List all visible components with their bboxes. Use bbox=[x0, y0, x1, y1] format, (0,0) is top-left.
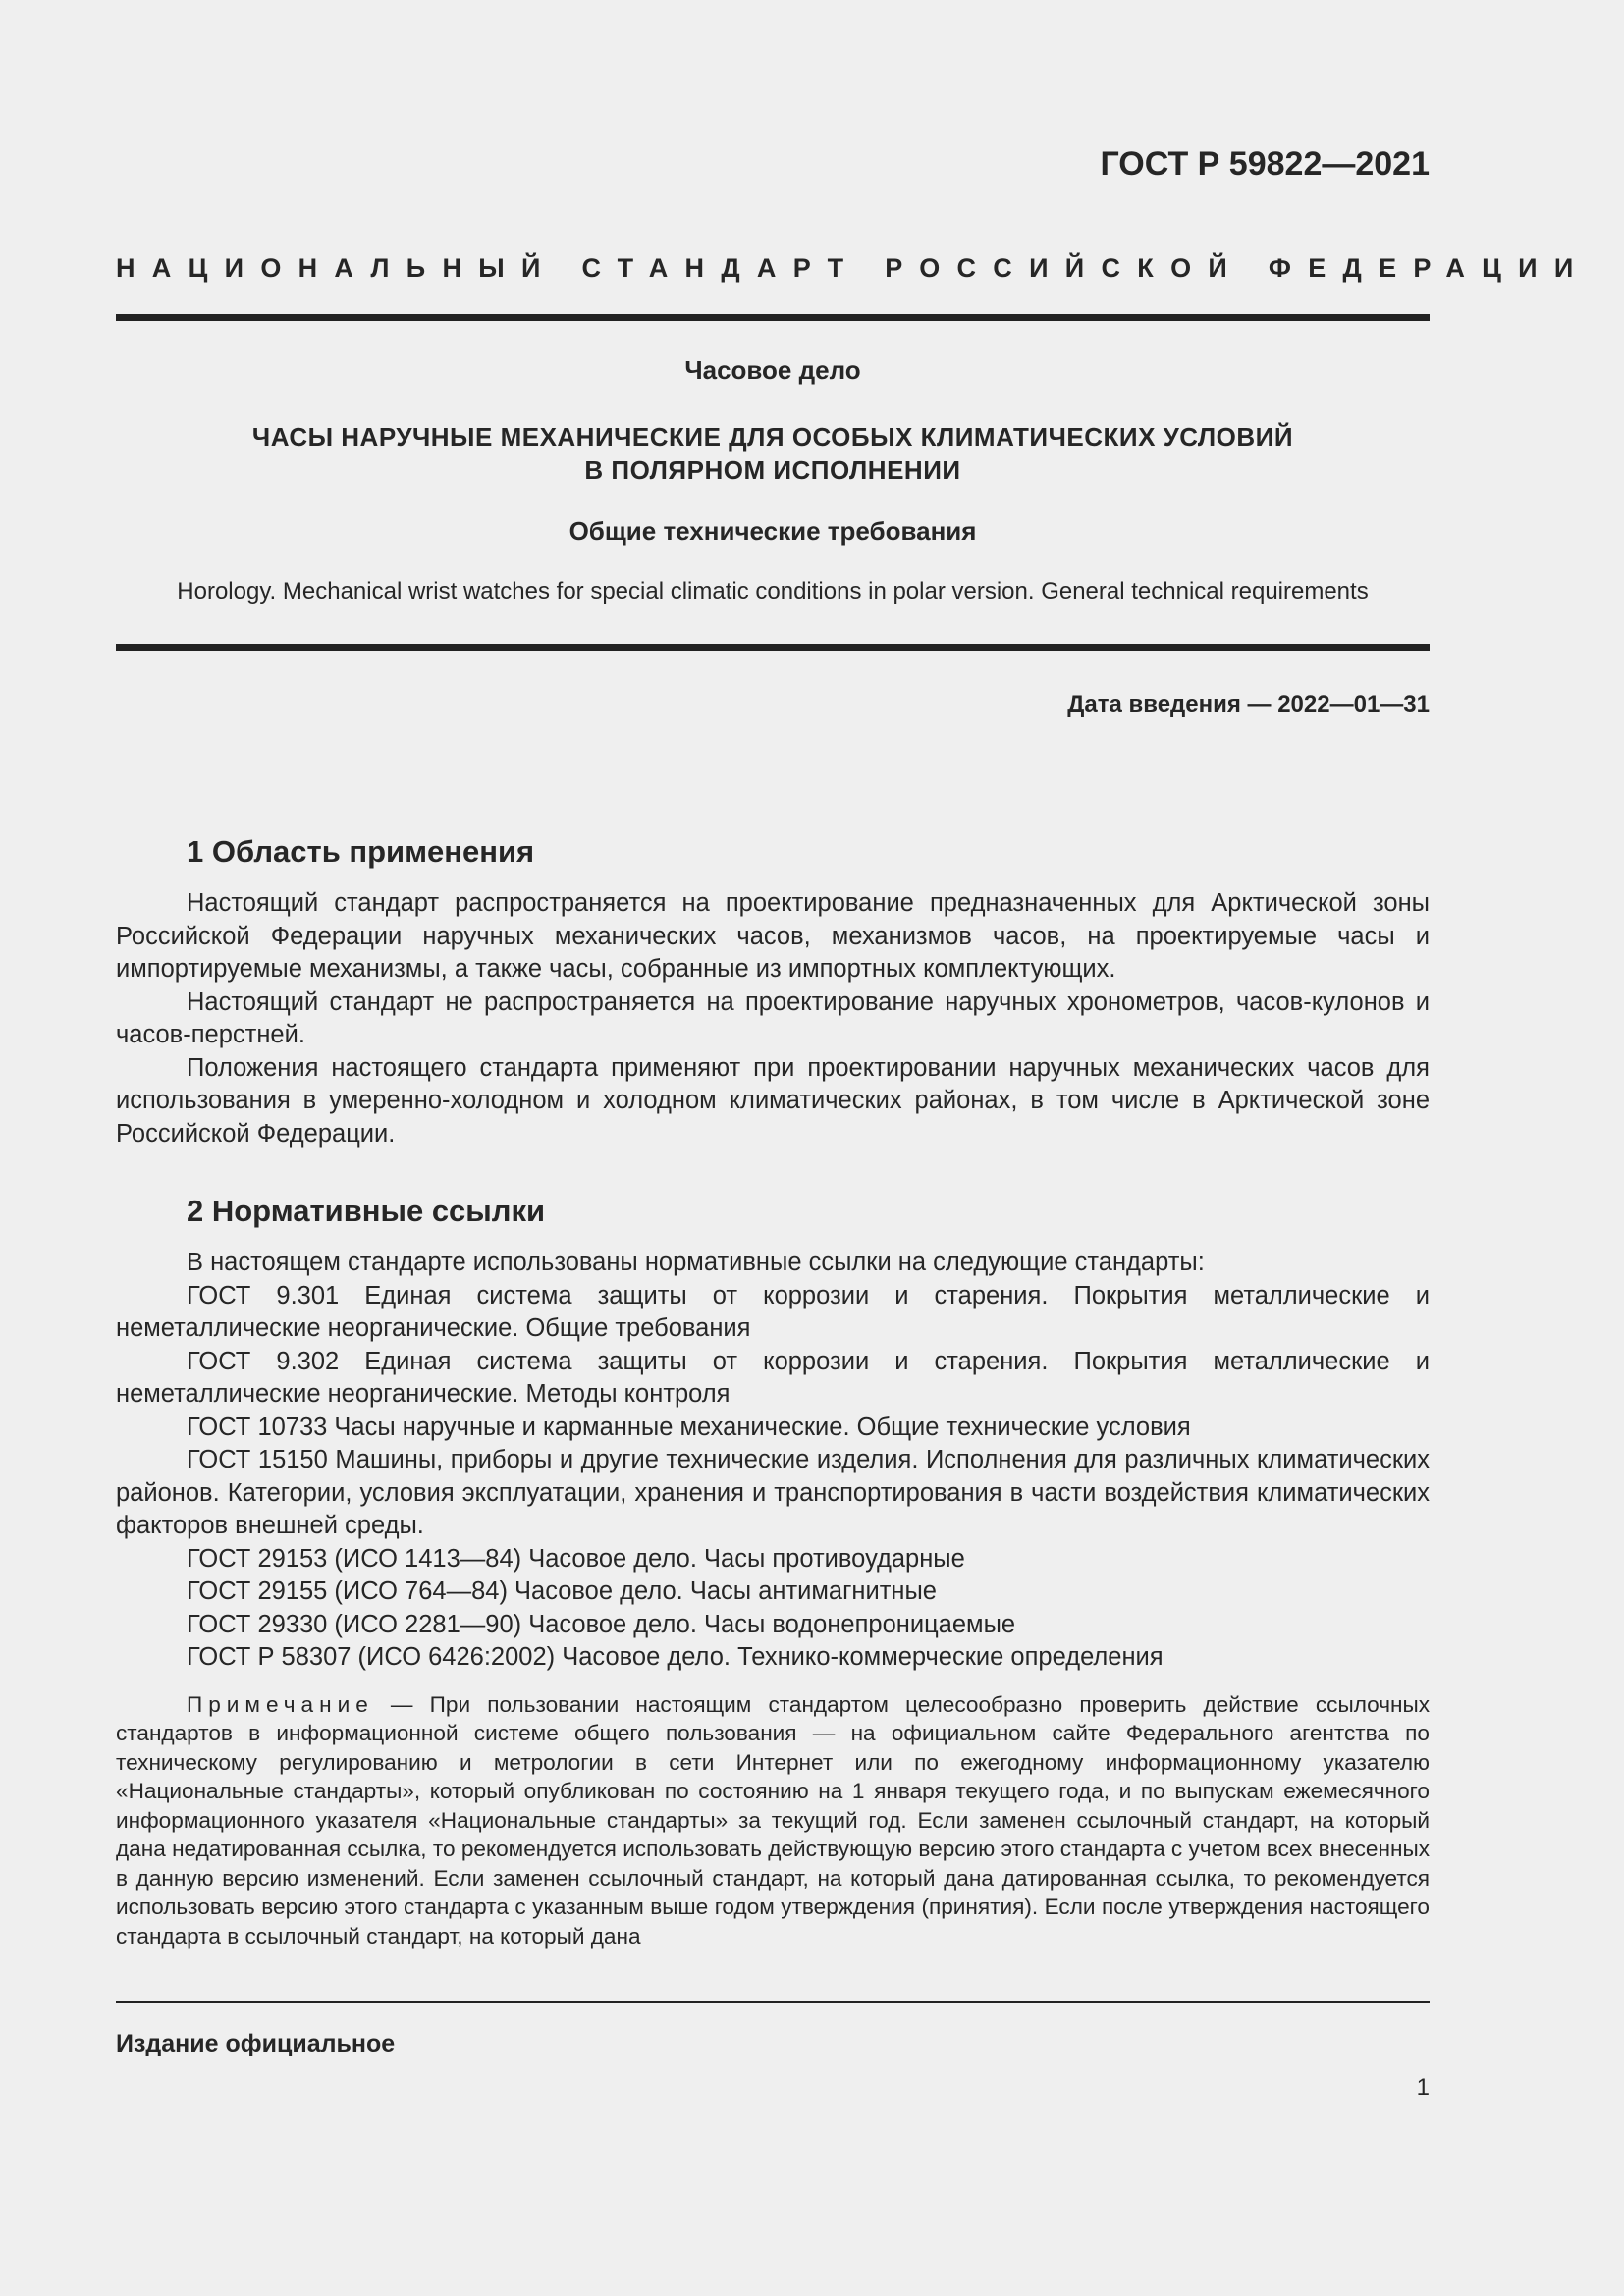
official-edition-label: Издание официальное bbox=[116, 2030, 396, 2057]
document-body bbox=[116, 832, 1430, 1950]
section-1-paragraph: Настоящий стандарт распространяется на проектирование предназначенных для Арктической зоны Российской Федерации наручных механических часов, механизмов часов, на проектируемые часы и импортируемые механизмы, а также часы, собранные из импортных комплектующих. bbox=[116, 889, 1430, 983]
section-1-paragraph: Настоящий стандарт не распространяется на проектирование наручных хронометров, часов-кулонов и часов-перстней. bbox=[116, 988, 1430, 1048]
references-intro: В настоящем стандарте использованы нормативные ссылки на следующие стандарты: bbox=[187, 1249, 1205, 1276]
page-number: 1 bbox=[1416, 2074, 1430, 2101]
national-standard-heading: НАЦИОНАЛЬНЫЙ СТАНДАРТ РОССИЙСКОЙ ФЕДЕРАЦИИ bbox=[116, 253, 1591, 283]
reference-item: ГОСТ 15150 Машины, приборы и другие технические изделия. Исполнения для различных климатических районов. Категории, условия эксплуатации, хранения и транспортирования в части воздействия климатических факторов внешней среды. bbox=[116, 1446, 1430, 1539]
introduction-date: Дата введения — 2022—01—31 bbox=[1067, 691, 1430, 718]
section-1-heading: 1 Область применения bbox=[187, 834, 535, 869]
footer-divider bbox=[116, 2001, 1430, 2003]
reference-item: ГОСТ 29153 (ИСО 1413—84) Часовое дело. Часы противоударные bbox=[187, 1544, 965, 1573]
section-scope bbox=[116, 832, 1430, 1150]
document-number: ГОСТ Р 59822—2021 bbox=[1100, 145, 1430, 183]
reference-item: ГОСТ 29330 (ИСО 2281—90) Часовое дело. Часы водонепроницаемые bbox=[187, 1610, 1016, 1638]
top-divider bbox=[116, 314, 1430, 321]
main-title bbox=[116, 420, 1430, 487]
english-title: Horology. Mechanical wrist watches for special climatic conditions in polar version. General technical requirements bbox=[177, 578, 1369, 605]
note-paragraph bbox=[116, 1690, 1430, 1951]
reference-item: ГОСТ 29155 (ИСО 764—84) Часовое дело. Часы антимагнитные bbox=[187, 1577, 937, 1605]
section-2-heading: 2 Нормативные ссылки bbox=[187, 1194, 546, 1228]
reference-item: ГОСТ 9.302 Единая система защиты от коррозии и старения. Покрытия металлические и неметаллические неорганические. Методы контроля bbox=[116, 1347, 1430, 1408]
note-text: — При пользовании настоящим стандартом целесообразно проверить действие ссылочных стандартов в информационной системе общего пользования — на официальном сайте Федерального агентства по техническому регулированию и метрологии в сети Интернет или по ежегодному информационному указателю «Национальные стандарты», который опубликован по состоянию на 1 января текущего года, и по выпускам ежемесячного информационного указателя «Национальные стандарты» за текущий год. Если заменен ссылочный стандарт, на который дана недатированная ссылка, то рекомендуется использовать действующую версию этого стандарта с учетом всех внесенных в данную версию изменений. Если заменен ссылочный стандарт, на который дана датированная ссылка, то рекомендуется использовать версию этого стандарта с указанным выше годом утверждения (принятия). Если после утверждения настоящего стандарта в ссылочный стандарт, на который дана bbox=[116, 1691, 1430, 1949]
note-label: Примечание bbox=[187, 1691, 374, 1717]
reference-item: ГОСТ Р 58307 (ИСО 6426:2002) Часовое дело. Технико-коммерческие определения bbox=[187, 1643, 1164, 1671]
title-divider bbox=[116, 644, 1430, 651]
reference-item: ГОСТ 9.301 Единая система защиты от коррозии и старения. Покрытия металлические и неметаллические неорганические. Общие требования bbox=[116, 1281, 1430, 1342]
section-normative-references bbox=[116, 1192, 1430, 1950]
section-1-paragraph: Положения настоящего стандарта применяют при проектировании наручных механических часов для использования в умеренно-холодном и холодном климатических районах, в том числе в Арктической зоне Российской Федерации. bbox=[116, 1053, 1430, 1148]
subject-area: Часовое дело bbox=[684, 355, 861, 385]
reference-item: ГОСТ 10733 Часы наручные и карманные механические. Общие технические условия bbox=[187, 1413, 1191, 1441]
main-title-line-1: ЧАСЫ НАРУЧНЫЕ МЕХАНИЧЕСКИЕ ДЛЯ ОСОБЫХ КЛИМАТИЧЕСКИХ УСЛОВИЙ bbox=[251, 422, 1294, 452]
main-title-line-2: В ПОЛЯРНОМ ИСПОЛНЕНИИ bbox=[584, 455, 961, 485]
subtitle: Общие технические требования bbox=[568, 516, 977, 546]
